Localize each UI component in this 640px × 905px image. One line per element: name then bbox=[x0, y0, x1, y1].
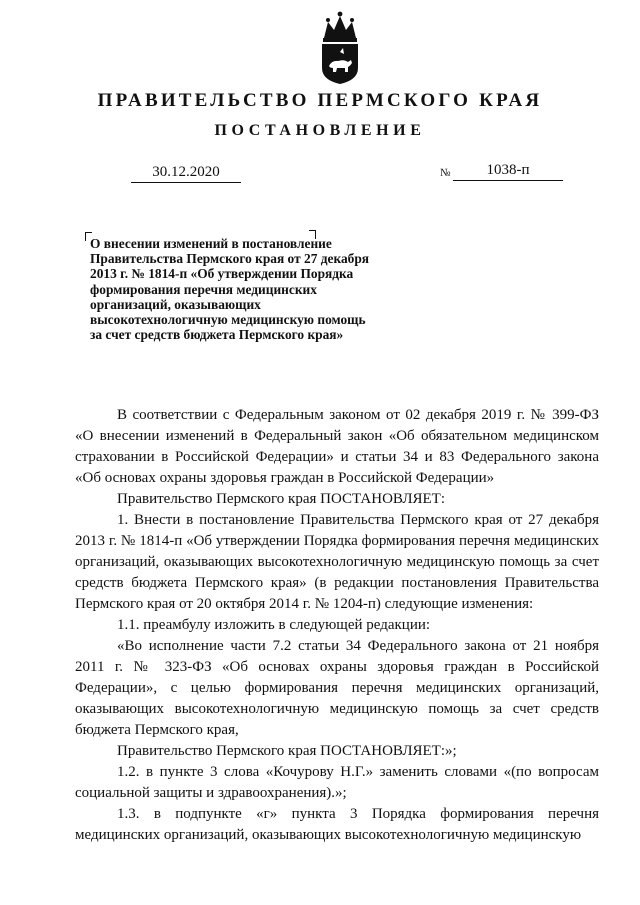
document-number: 1038-п bbox=[453, 160, 563, 181]
document-body bbox=[75, 405, 599, 846]
paragraph: 1.3. в подпункте «г» пункта 3 Порядка формирования перечня медицинских организаций, оказывающих высокотехнологичную медицинскую bbox=[75, 806, 599, 843]
paragraph: Правительство Пермского края ПОСТАНОВЛЯЕТ: bbox=[117, 491, 446, 507]
paragraph: 1. Внести в постановление Правительства Пермского края от 27 декабря 2013 г. № 1814-п «Об утверждении Порядка формирования перечня медицинских организаций, оказывающих высокотехнологичную медицинскую помощь за счет средств бюджета Пермского края» (в редакции постановления Правительства Пермского края от 20 октября 2014 г. № 1204-п) следующие изменения: bbox=[75, 512, 599, 612]
document-date: 30.12.2020 bbox=[131, 162, 241, 183]
document-subject: О внесении изменений в постановление Правительства Пермского края от 27 декабря 2013 г. № 1814-п «Об утверждении Порядка формирования перечня медицинских организаций, оказывающих высокотехнологичную медицинскую помощь за счет средств бюджета Пермского края» bbox=[90, 236, 370, 343]
document-type-title: ПОСТАНОВЛЕНИЕ bbox=[214, 122, 426, 139]
paragraph: В соответствии с Федеральным законом от 02 декабря 2019 г. № 399-ФЗ «О внесении изменений в Федеральный закон «Об обязательном медицинском страховании в Российской Федерации» и статьи 34 и 83 Федерального закона «Об основах охраны здоровья граждан в Российской Федерации» bbox=[75, 407, 599, 486]
government-title: ПРАВИТЕЛЬСТВО ПЕРМСКОГО КРАЯ bbox=[97, 90, 543, 111]
paragraph: 1.2. в пункте 3 слова «Кочурову Н.Г.» заменить словами «(по вопросам социальной защиты и здравоохранения).»; bbox=[75, 764, 599, 801]
paragraph: «Во исполнение части 7.2 статьи 34 Федерального закона от 21 ноября 2011 г. № 323-ФЗ «Об основах охраны здоровья граждан в Российской Федерации», с целью формирования перечня медицинских организаций, оказывающих высокотехнологичную медицинскую помощь за счет средств бюджета Пермского края, bbox=[75, 638, 599, 738]
perm-krai-coat-of-arms-icon bbox=[318, 8, 362, 86]
paragraph: Правительство Пермского края ПОСТАНОВЛЯЕТ:»; bbox=[117, 743, 457, 759]
number-sign: № bbox=[440, 167, 451, 179]
paragraph: 1.1. преамбулу изложить в следующей редакции: bbox=[117, 617, 431, 633]
